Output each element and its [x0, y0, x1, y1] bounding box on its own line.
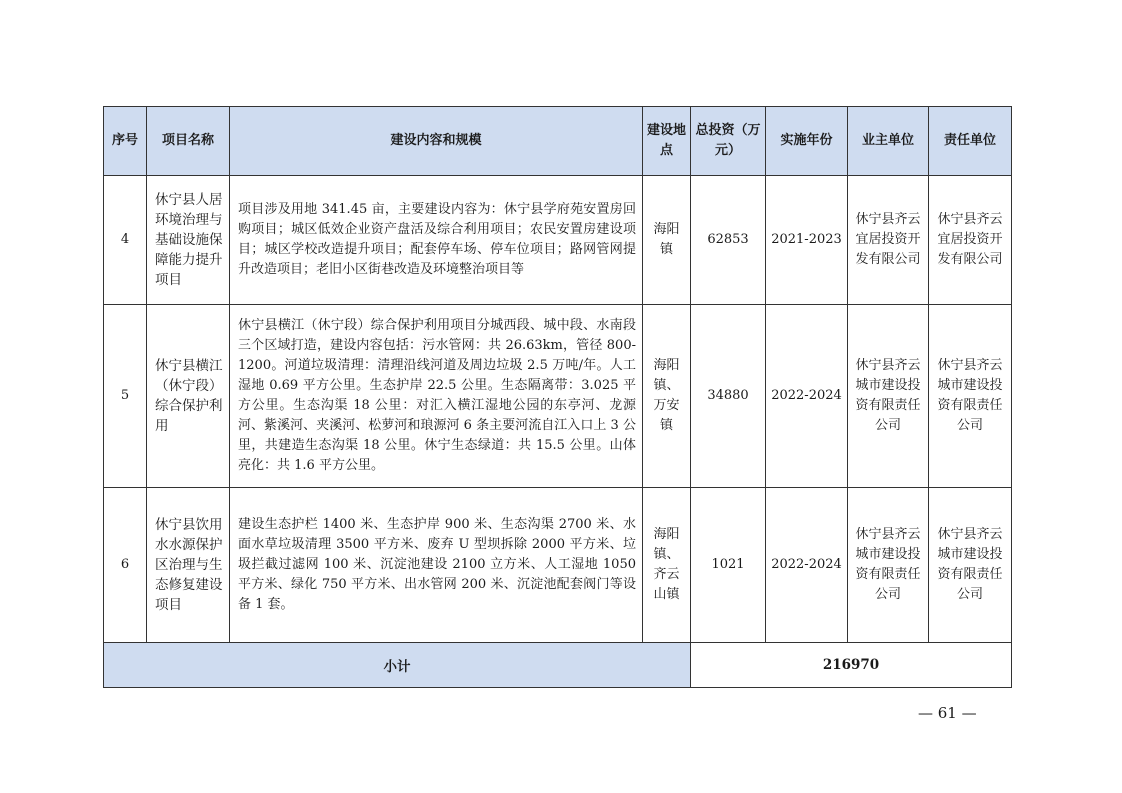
cell-project-name: 休宁县横江（休宁段）综合保护利用	[147, 305, 230, 488]
cell-no: 5	[104, 305, 147, 488]
cell-owner: 休宁县齐云城市建设投资有限责任公司	[848, 488, 929, 643]
page-number: — 61 —	[918, 704, 977, 722]
cell-project-name: 休宁县人居环境治理与基础设施保障能力提升项目	[147, 176, 230, 305]
cell-content: 休宁县横江（休宁段）综合保护利用项目分城西段、城中段、水南段三个区域打造，建设内容包括：污水管网：共 26.63km，管径 800-1200。河道垃圾清理：清理沿线河道及周边垃圾 2.5 万吨/年。人工湿地 0.69 平方公里。生态护岸 22.5 公里。生态隔离带：3.025 平方公里。生态沟渠 18 公里：对汇入横江湿地公园的东亭河、龙源河、紫溪河、夹溪河、松萝河和琅源河 6 条主要河流自江入口上 3 公里，共建造生态沟渠 18 公里。休宁生态绿道：共 15.5 公里。山体亮化：共 1.6 平方公里。	[230, 305, 643, 488]
table-header-row	[104, 107, 1012, 176]
cell-location: 海阳镇、齐云山镇	[643, 488, 691, 643]
table-row	[104, 305, 1012, 488]
cell-content: 建设生态护栏 1400 米、生态护岸 900 米、生态沟渠 2700 米、水面水草垃圾清理 3500 平方米、废弃 U 型坝拆除 2000 平方米、垃圾拦截过滤网 100 米、沉淀池建设 2100 立方米、人工湿地 1050 平方米、绿化 750 平方米、出水管网 200 米、沉淀池配套阀门等设备 1 套。	[230, 488, 643, 643]
cell-responsible: 休宁县齐云城市建设投资有限责任公司	[929, 488, 1012, 643]
table-row	[104, 176, 1012, 305]
subtotal-label: 小计	[104, 643, 691, 688]
table-row	[104, 488, 1012, 643]
header-content: 建设内容和规模	[230, 107, 643, 176]
subtotal-row	[104, 643, 1012, 688]
cell-owner: 休宁县齐云城市建设投资有限责任公司	[848, 305, 929, 488]
cell-location: 海阳镇、万安镇	[643, 305, 691, 488]
cell-location: 海阳镇	[643, 176, 691, 305]
cell-years: 2021-2023	[766, 176, 848, 305]
cell-no: 6	[104, 488, 147, 643]
header-name: 项目名称	[147, 107, 230, 176]
header-investment: 总投资（万元）	[691, 107, 766, 176]
cell-no: 4	[104, 176, 147, 305]
header-years: 实施年份	[766, 107, 848, 176]
cell-years: 2022-2024	[766, 305, 848, 488]
cell-responsible: 休宁县齐云城市建设投资有限责任公司	[929, 305, 1012, 488]
header-owner: 业主单位	[848, 107, 929, 176]
cell-owner: 休宁县齐云宜居投资开发有限公司	[848, 176, 929, 305]
project-table	[103, 106, 1012, 688]
header-location: 建设地点	[643, 107, 691, 176]
cell-years: 2022-2024	[766, 488, 848, 643]
header-responsible: 责任单位	[929, 107, 1012, 176]
cell-investment: 62853	[691, 176, 766, 305]
cell-responsible: 休宁县齐云宜居投资开发有限公司	[929, 176, 1012, 305]
subtotal-value: 216970	[691, 643, 1012, 688]
cell-investment: 34880	[691, 305, 766, 488]
cell-content: 项目涉及用地 341.45 亩，主要建设内容为：休宁县学府苑安置房回购项目；城区低效企业资产盘活及综合利用项目；农民安置房建设项目；城区学校改造提升项目；配套停车场、停车位项目；路网管网提升改造项目；老旧小区街巷改造及环境整治项目等	[230, 176, 643, 305]
cell-project-name: 休宁县饮用水水源保护区治理与生态修复建设项目	[147, 488, 230, 643]
header-no: 序号	[104, 107, 147, 176]
cell-investment: 1021	[691, 488, 766, 643]
